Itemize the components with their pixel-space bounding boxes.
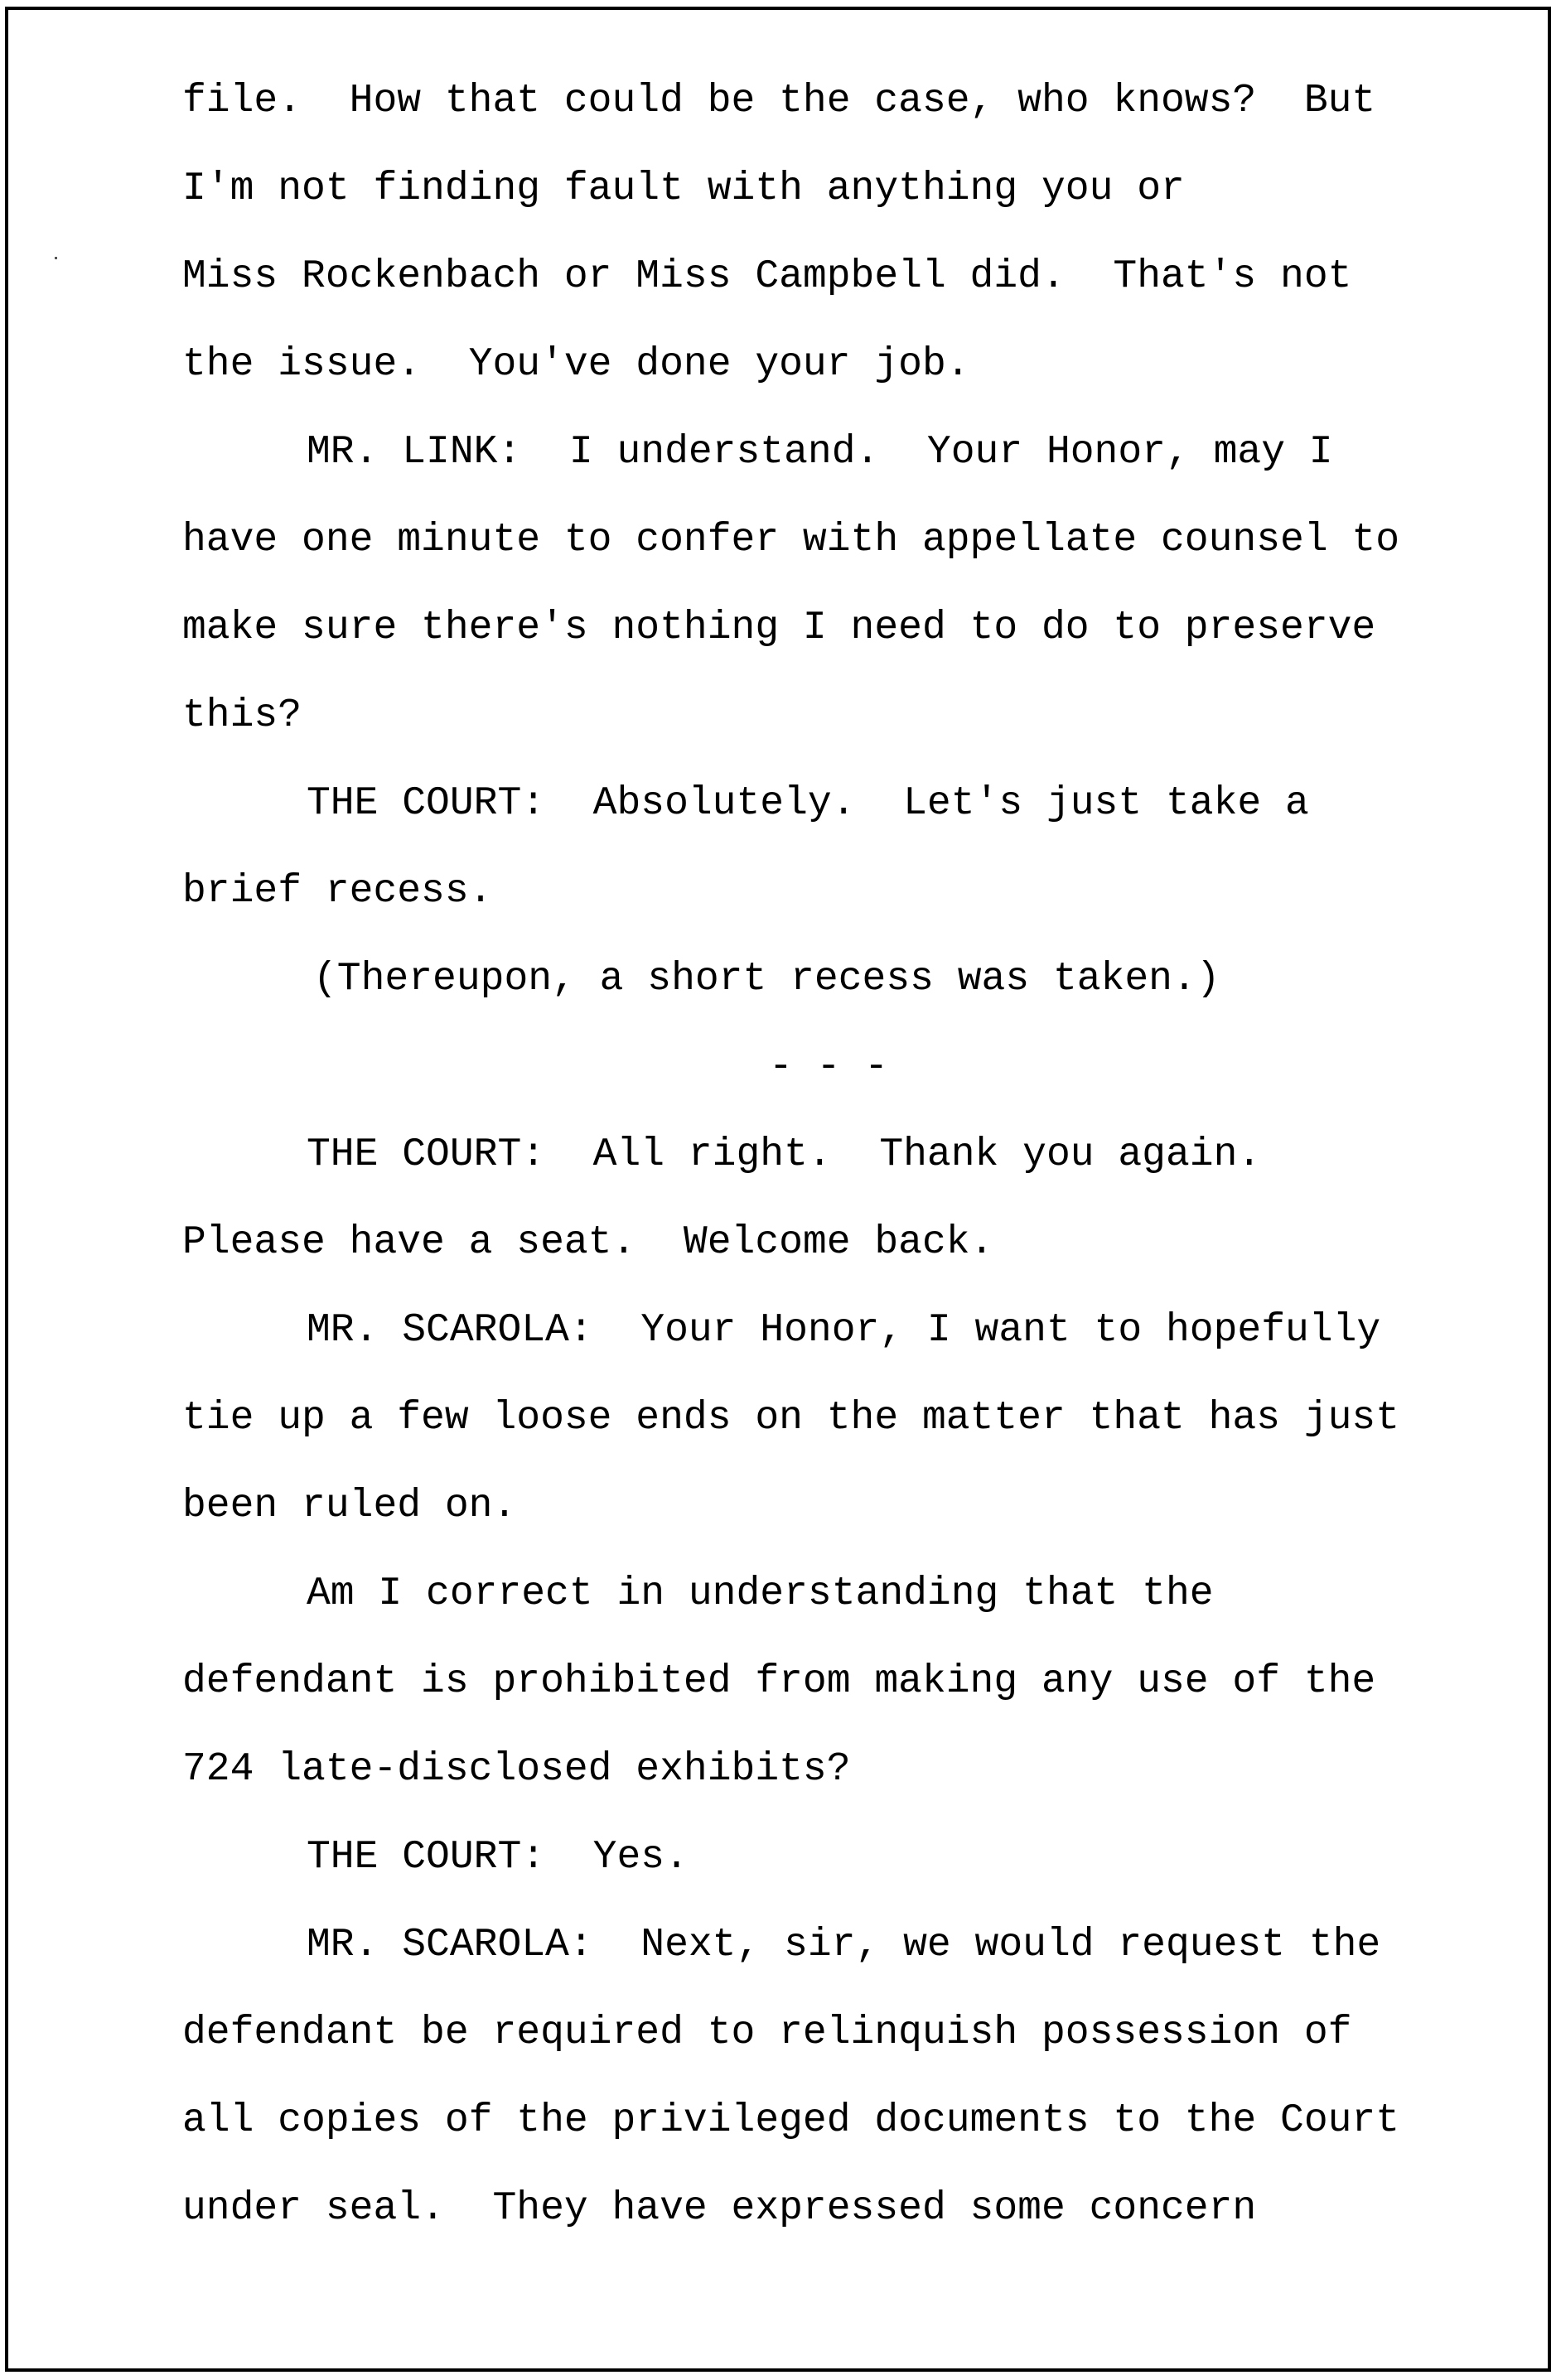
transcript-line-speaker: MR. SCAROLA: Next, sir, we would request the bbox=[307, 1923, 1381, 1967]
transcript-line: Miss Rockenbach or Miss Campbell did. That's not bbox=[182, 254, 1352, 299]
transcript-line: I'm not finding fault with anything you or bbox=[182, 167, 1185, 211]
transcript-line: file. How that could be the case, who knows? But bbox=[182, 79, 1376, 123]
transcript-line: Please have a seat. Welcome back. bbox=[182, 1220, 994, 1265]
transcript-line: 724 late-disclosed exhibits? bbox=[182, 1747, 851, 1792]
transcript-line: defendant be required to relinquish possession of bbox=[182, 2011, 1352, 2055]
transcript-line: all copies of the privileged documents to the Court bbox=[182, 2098, 1400, 2143]
transcript-line: tie up a few loose ends on the matter that has just bbox=[182, 1396, 1400, 1441]
transcript-line: this? bbox=[182, 693, 302, 738]
transcript-separator: - - - bbox=[768, 1045, 889, 1089]
transcript-body bbox=[182, 71, 1475, 2267]
transcript-line: been ruled on. bbox=[182, 1484, 517, 1528]
transcript-line: make sure there's nothing I need to do to preserve bbox=[182, 606, 1376, 650]
transcript-line-speaker: THE COURT: Absolutely. Let's just take a bbox=[307, 781, 1309, 826]
transcript-line: defendant is prohibited from making any use of the bbox=[182, 1659, 1376, 1704]
transcript-line-paragraph: Am I correct in understanding that the bbox=[307, 1571, 1214, 1616]
transcript-parenthetical: (Thereupon, a short recess was taken.) bbox=[313, 957, 1220, 1002]
transcript-line: under seal. They have expressed some concern bbox=[182, 2186, 1257, 2231]
transcript-line-speaker: MR. SCAROLA: Your Honor, I want to hopefully bbox=[307, 1308, 1381, 1353]
transcript-line-speaker: MR. LINK: I understand. Your Honor, may I bbox=[307, 430, 1333, 475]
transcript-line: brief recess. bbox=[182, 869, 493, 914]
transcript-line-speaker: THE COURT: Yes. bbox=[307, 1835, 689, 1880]
scan-speck bbox=[55, 257, 57, 259]
transcript-line-speaker: THE COURT: All right. Thank you again. bbox=[307, 1132, 1262, 1177]
transcript-line: the issue. You've done your job. bbox=[182, 342, 970, 387]
transcript-line: have one minute to confer with appellate counsel to bbox=[182, 518, 1400, 562]
